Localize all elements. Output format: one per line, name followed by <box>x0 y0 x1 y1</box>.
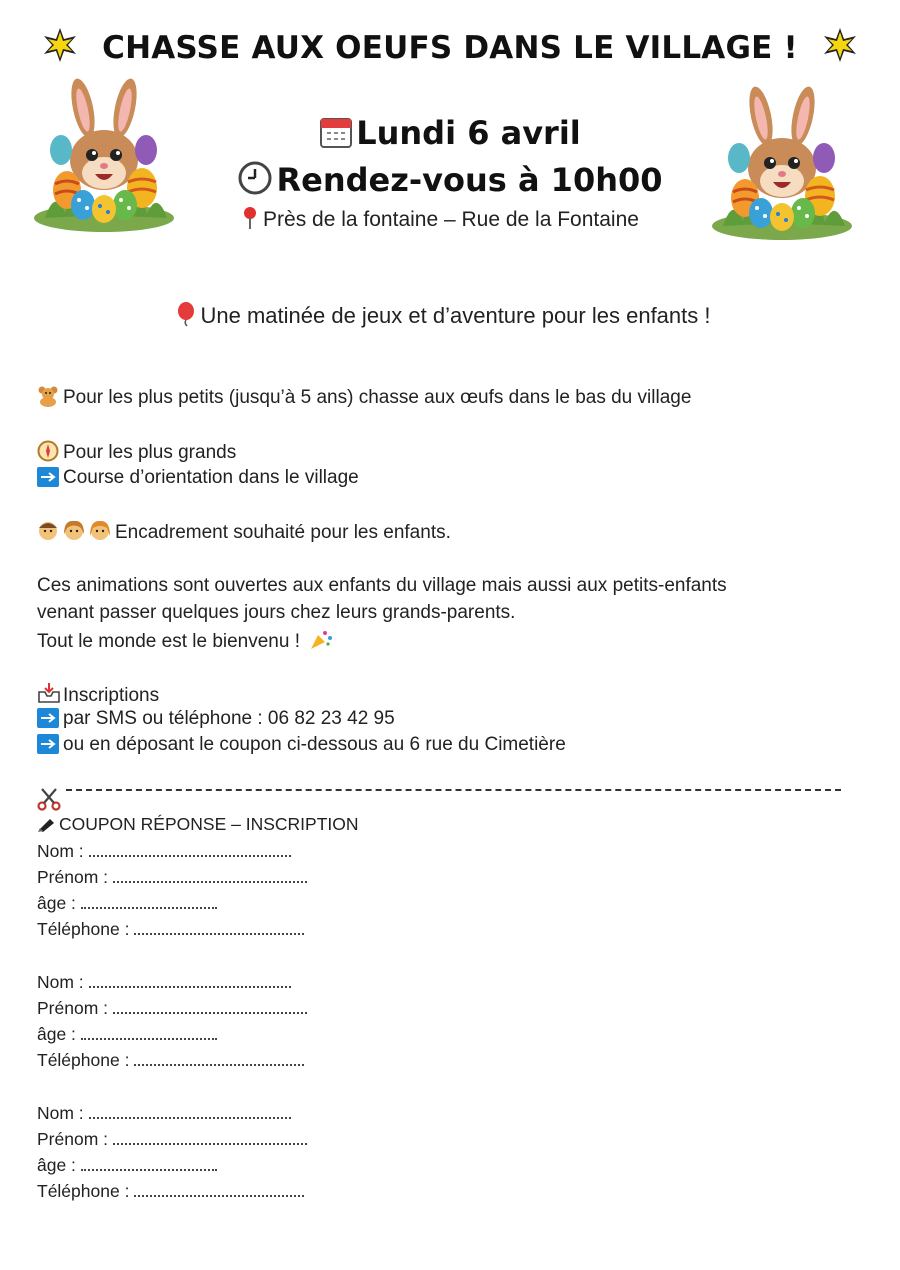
registration-coupon: ou en déposant le coupon ci-dessous au 6 rue du Cimetière <box>37 734 566 756</box>
fill-in-line[interactable] <box>113 1000 307 1014</box>
people-icon <box>37 520 111 542</box>
right-arrow-icon <box>37 467 59 487</box>
coupon-field-prenom[interactable]: Prénom : <box>37 867 307 888</box>
registration-title: Inscriptions <box>37 682 159 707</box>
balloon-icon <box>175 301 197 327</box>
fill-in-line[interactable] <box>134 921 304 935</box>
coupon-field-telephone[interactable]: Téléphone : <box>37 1181 304 1202</box>
info-line-3: Tout le monde est le bienvenu ! <box>37 629 337 653</box>
fill-in-line[interactable] <box>134 1183 304 1197</box>
fill-in-line[interactable] <box>81 1157 217 1171</box>
fill-in-line[interactable] <box>134 1052 304 1066</box>
coupon-field-nom[interactable]: Nom : <box>37 972 291 993</box>
coupon-field-telephone[interactable]: Téléphone : <box>37 919 304 940</box>
fill-in-line[interactable] <box>81 895 217 909</box>
coupon-field-nom[interactable]: Nom : <box>37 1103 291 1124</box>
inbox-tray-icon <box>37 682 61 704</box>
big-kids-line: Pour les plus grands <box>37 440 236 464</box>
info-line-2: venant passer quelques jours chez leurs grands-parents. <box>37 602 516 623</box>
coupon-field-prenom[interactable]: Prénom : <box>37 998 307 1019</box>
clock-icon <box>237 160 273 196</box>
calendar-icon <box>319 115 353 149</box>
fill-in-line[interactable] <box>81 1026 217 1040</box>
event-time: Rendez-vous à 10h00 <box>0 160 900 199</box>
info-line-1: Ces animations sont ouvertes aux enfants du village mais aussi aux petits-enfants <box>37 575 727 596</box>
party-popper-icon <box>309 629 333 651</box>
pen-icon <box>37 817 57 833</box>
registration-phone: par SMS ou téléphone : 06 82 23 42 95 <box>37 708 395 730</box>
coupon-field-nom[interactable]: Nom : <box>37 841 291 862</box>
pushpin-icon <box>241 206 259 230</box>
scissors-icon <box>37 787 61 811</box>
coupon-field-prenom[interactable]: Prénom : <box>37 1129 307 1150</box>
supervision-line: Encadrement souhaité pour les enfants. <box>37 520 451 544</box>
fill-in-line[interactable] <box>89 1105 291 1119</box>
orientation-line: Course d’orientation dans le village <box>37 467 359 489</box>
coupon-field-age[interactable]: âge : <box>37 1155 217 1176</box>
poster-title <box>0 26 900 66</box>
coupon-field-telephone[interactable]: Téléphone : <box>37 1050 304 1071</box>
coupon-title: COUPON RÉPONSE – INSCRIPTION <box>37 814 359 835</box>
intro-line: Une matinée de jeux et d’aventure pour les enfants ! <box>0 301 885 329</box>
right-arrow-icon <box>37 708 59 728</box>
compass-icon <box>37 440 59 462</box>
teddy-bear-icon <box>37 385 59 407</box>
fill-in-line[interactable] <box>89 843 291 857</box>
event-date: Lundi 6 avril <box>0 114 900 152</box>
right-arrow-icon <box>37 734 59 754</box>
small-kids-line: Pour les plus petits (jusqu’à 5 ans) chasse aux œufs dans le bas du village <box>37 385 691 409</box>
star-icon <box>821 26 859 64</box>
fill-in-line[interactable] <box>89 974 291 988</box>
cut-line <box>66 789 841 793</box>
fill-in-line[interactable] <box>113 869 307 883</box>
event-place: Près de la fontaine – Rue de la Fontaine <box>0 206 880 232</box>
coupon-field-age[interactable]: âge : <box>37 893 217 914</box>
coupon-field-age[interactable]: âge : <box>37 1024 217 1045</box>
fill-in-line[interactable] <box>113 1131 307 1145</box>
star-icon <box>41 26 79 64</box>
title-text: CHASSE AUX OEUFS DANS LE VILLAGE ! <box>102 30 798 66</box>
